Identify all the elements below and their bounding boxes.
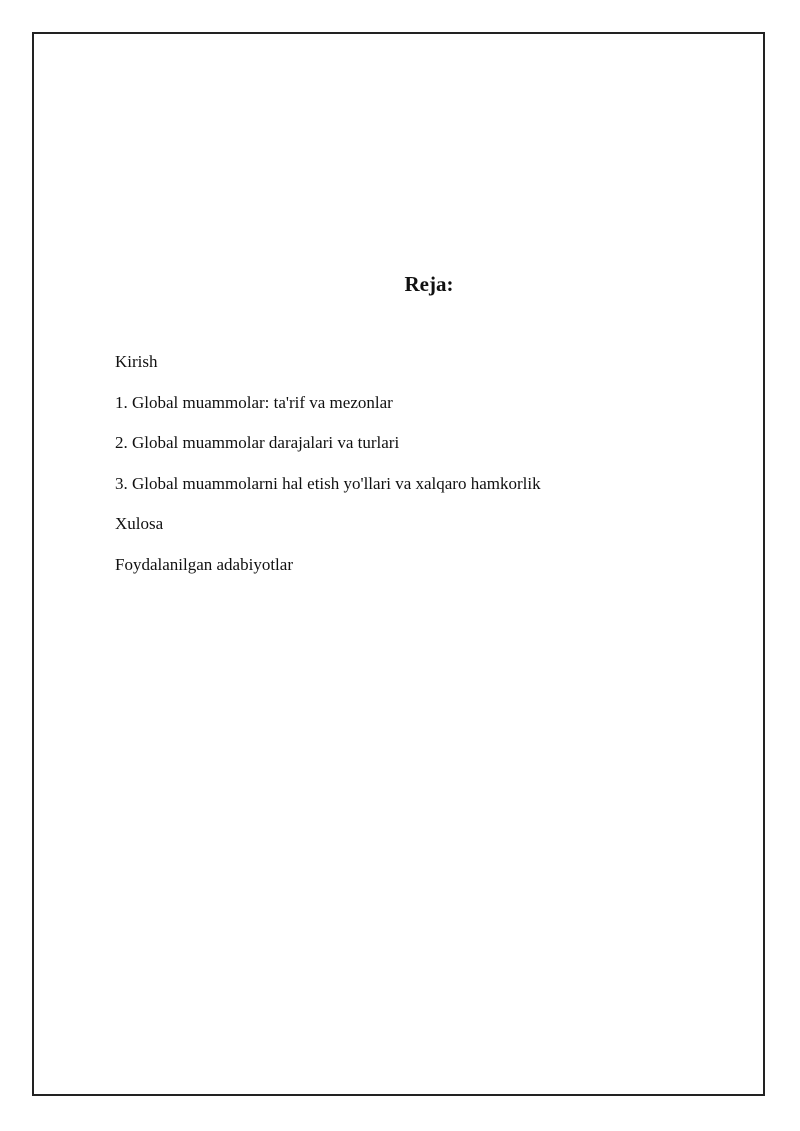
- plan-item-conclusion: Xulosa: [115, 514, 164, 533]
- plan-item-references: Foydalanilgan adabiyotlar: [115, 554, 293, 574]
- plan-list: [115, 350, 541, 593]
- plan-item-3: 3. Global muammolarni hal etish yo'llari va xalqaro hamkorlik: [115, 473, 541, 493]
- plan-item-1: 1. Global muammolar: ta'rif va mezonlar: [115, 392, 393, 412]
- plan-item-2: 2. Global muammolar darajalari va turlari: [115, 433, 400, 452]
- page-title: Reja:: [404, 272, 454, 296]
- plan-item-introduction: Kirish: [115, 352, 158, 371]
